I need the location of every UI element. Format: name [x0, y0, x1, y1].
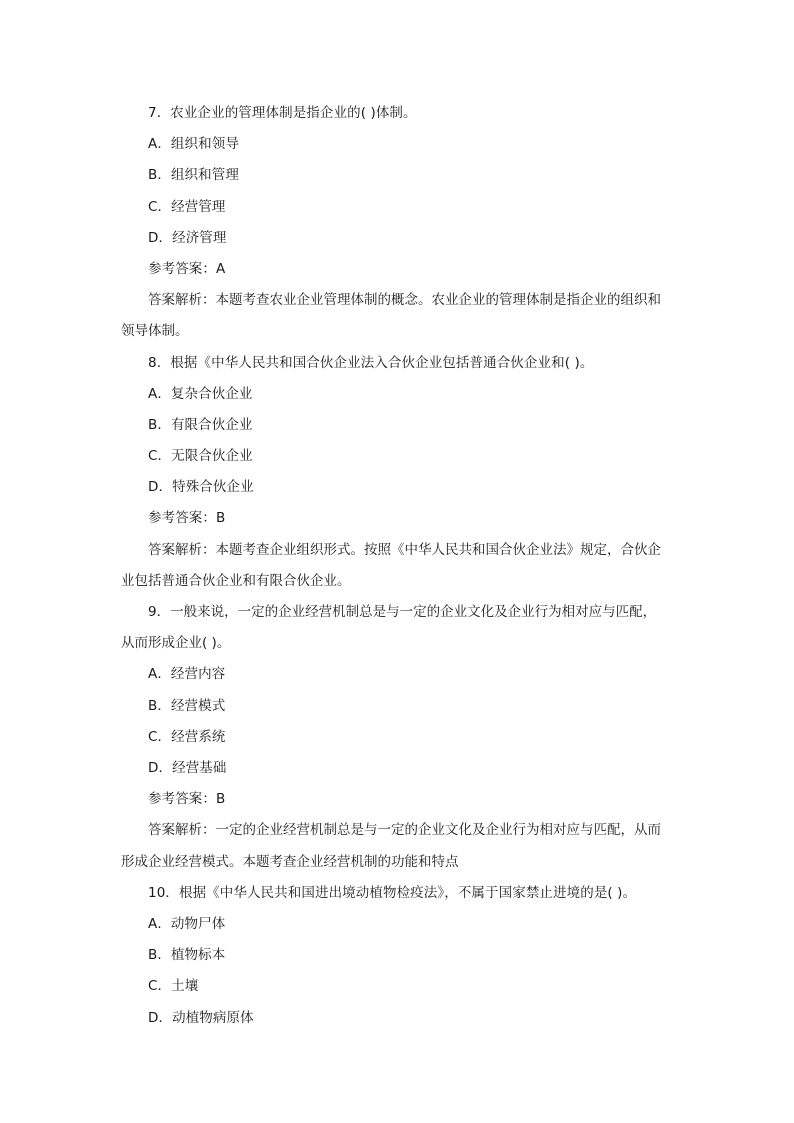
answer-analysis-text: 答案解析：本题考查农业企业管理体制的概念。农业企业的管理体制是指企业的组织和领导体制。: [121, 292, 661, 340]
answer-analysis-text: 答案解析：本题考查企业组织形式。按照《中华人民共和国合伙企业法》规定，合伙企业包括普通合伙企业和有限合伙企业。: [121, 541, 661, 589]
option-a: A．组织和领导: [148, 136, 239, 153]
reference-answer: 参考答案：B: [148, 510, 226, 527]
option-a: A．复杂合伙企业: [148, 385, 253, 402]
question-stem: [121, 597, 669, 659]
answer-analysis: [121, 285, 669, 347]
question-stem: 10．根据《中华人民共和国进出境动植物检疫法》，不属于国家禁止进境的是( )。: [148, 884, 637, 901]
option-b: B．经营模式: [148, 697, 226, 714]
option-b: B．植物标本: [148, 947, 226, 964]
answer-analysis-text: 答案解析：一定的企业经营机制总是与一定的企业文化及企业行为相对应与匹配，从而形成企业经营模式。本题考查企业经营机制的功能和特点: [121, 822, 661, 870]
option-a: A．动物尸体: [148, 916, 226, 932]
option-d: D．经营基础: [148, 760, 227, 777]
option-a: A．经营内容: [148, 666, 226, 683]
reference-answer: 参考答案：A: [148, 260, 226, 277]
option-c: C．无限合伙企业: [148, 448, 253, 465]
option-b: B．有限合伙企业: [148, 416, 253, 433]
option-c: C．土壤: [148, 978, 199, 995]
question-stem: 7．农业企业的管理体制是指企业的( )体制。: [148, 105, 417, 121]
question-stem-text: 9．一般来说，一定的企业经营机制总是与一定的企业文化及企业行为相对应与匹配，从而形成企业( )。: [121, 604, 657, 652]
reference-answer: 参考答案：B: [148, 791, 226, 808]
question-list: [121, 98, 669, 1034]
answer-analysis: [121, 535, 669, 597]
option-b: B．组织和管理: [148, 167, 239, 184]
option-c: C．经营系统: [148, 728, 226, 745]
option-d: D．动植物病原体: [148, 1009, 254, 1026]
question-stem: 8．根据《中华人民共和国合伙企业法入合伙企业包括普通合伙企业和( )。: [148, 354, 594, 371]
option-d: D．特殊合伙企业: [148, 479, 254, 496]
option-d: D．经济管理: [148, 229, 227, 246]
option-c: C．经营管理: [148, 198, 226, 215]
answer-analysis: [121, 815, 669, 877]
